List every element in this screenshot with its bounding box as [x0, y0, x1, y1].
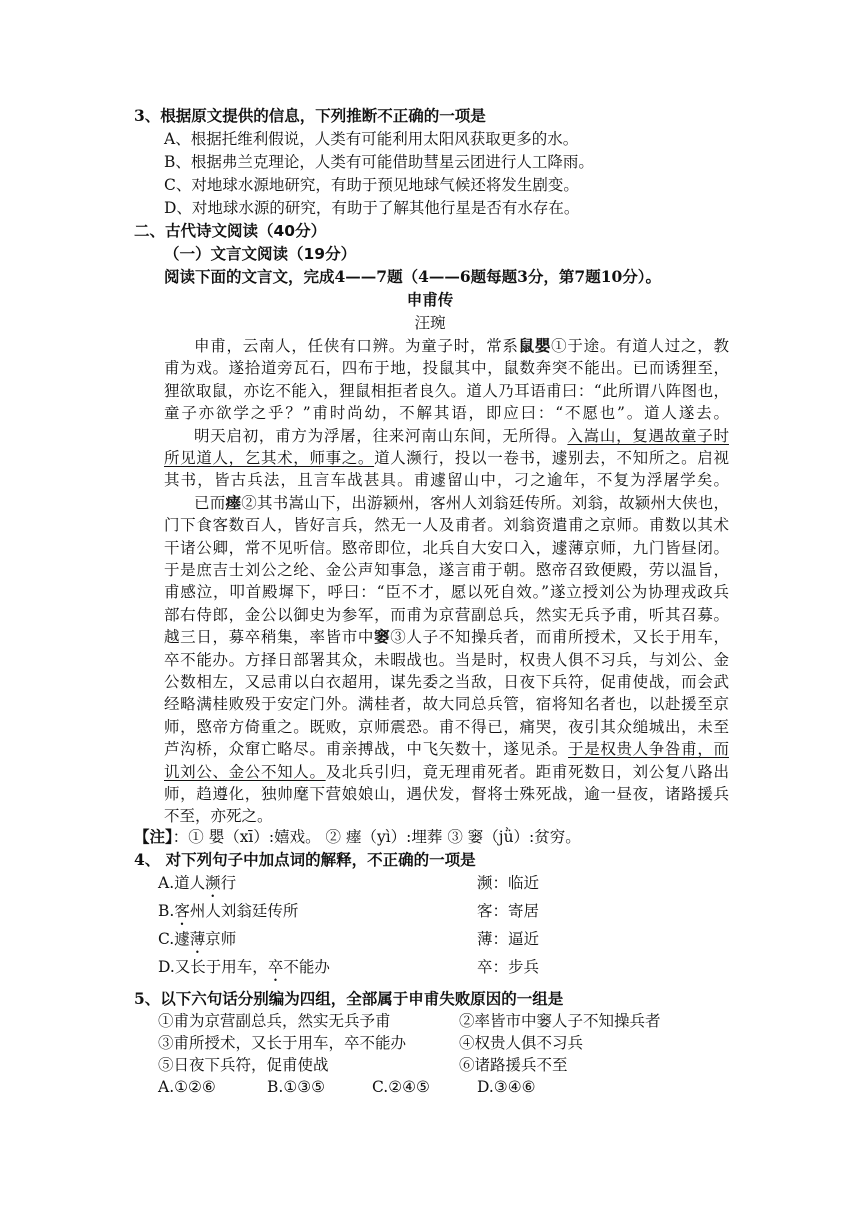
q4-definition: 客：寄居 — [477, 902, 540, 920]
item-text: A.道人 — [158, 874, 206, 892]
section-2-heading: 二、古代诗文阅读（40分） — [134, 222, 327, 240]
passage-line — [164, 380, 729, 402]
dotted-word: 濒 — [205, 874, 221, 892]
item-text: 行 — [220, 874, 237, 892]
passage-text: 甫为戏。遂拾道旁瓦石，四布于地，投鼠其中，鼠数奔突不能出。已而诱狸至， — [164, 359, 729, 378]
underlined-phrase: 所见道人，乞其术，师事之。 — [164, 449, 375, 467]
passage-text: 越三日，募卒稍集，率皆市中 — [164, 628, 375, 647]
passage-line — [164, 447, 729, 469]
q5-statement-5: ⑤日夜下兵符，促甫使战 — [158, 1056, 329, 1074]
q4-definition: 薄：逼近 — [477, 930, 540, 948]
item-text: 州人刘翁廷传所 — [189, 902, 299, 920]
passage-line — [164, 693, 729, 715]
passage-line — [164, 805, 729, 827]
passage-line — [164, 783, 729, 805]
passage-text: ③人子不知操兵者，而甫所授术，又长于用车， — [390, 628, 729, 647]
passage-line — [164, 559, 729, 581]
passage-text: 及北兵引归，竟无理甫死者。距甫死数日，刘公复八路出 — [325, 762, 729, 781]
passage-text: 狸欲取鼠，亦讫不能入，狸鼠相拒者良久。道人乃耳语甫曰：“此所谓八阵图也， — [164, 381, 729, 400]
subsection-heading: （一）文言文阅读（19分） — [164, 245, 357, 263]
q5-choice-a: A.①②⑥ — [158, 1078, 216, 1096]
q4-item — [158, 872, 236, 901]
passage-line — [164, 716, 729, 738]
passage-line — [164, 604, 729, 626]
passage-line — [194, 492, 729, 514]
glossed-word: 瘗 — [225, 492, 242, 512]
q3-option-c: C、对地球水源地研究，有助于预见地球气候还将发生剧变。 — [164, 176, 579, 194]
passage-line — [164, 649, 729, 671]
question-3-stem: 3、根据原文提供的信息，下列推断不正确的一项是 — [134, 106, 486, 125]
passage-text: 甫感泣，叩首殿墀下，呼曰：“臣不才，愿以死自效。”遂立授刘公为协理戎政兵 — [164, 583, 729, 602]
q4-item — [158, 956, 330, 985]
note-text: ：① 嬰（xī）:嬉戏。 ② 瘗（yì）:埋葬 ③ 窭（jǜ）:贫穷。 — [172, 828, 581, 846]
dotted-word: 卒 — [267, 958, 284, 976]
q3-option-a: A、根据托维利假说，人类有可能利用太阳风获取更多的水。 — [164, 130, 579, 148]
passage-line — [194, 425, 729, 447]
passage-text: 经略满桂败殁于安定门外。满桂者，故大同总兵管，宿将知名者也，以赴援至京 — [164, 695, 729, 714]
passage-author: 汪琬 — [414, 314, 446, 332]
underlined-phrase: 入嵩山，复遇故童子时 — [567, 426, 729, 445]
item-text: B. — [158, 902, 175, 920]
passage-text: 公数相左，又忌甫以白衣超用，谋先委之当敌，日夜下兵符，促甫使战，而会武 — [164, 673, 729, 691]
q5-statement-1: ①甫为京营副总兵，然实无兵予甫 — [158, 1012, 391, 1030]
q3-option-b: B、根据弗兰克理论，人类有可能借助彗星云团进行人工降雨。 — [164, 153, 594, 171]
note-label: 【注】 — [134, 827, 173, 846]
passage-text: 不至，亦死之。 — [164, 807, 273, 826]
passage-text: 道人濒行，投以一卷书，遽别去，不知所之。启视 — [374, 449, 729, 467]
passage-text: 于是庶吉士刘公之纶、金公声知事急，遂言甫于朝。愍帝召致便殿，劳以温旨， — [164, 561, 729, 579]
annotation-note — [134, 826, 581, 848]
passage-line — [164, 738, 729, 760]
passage-text: 师，趋遵化，独帅麾下营娘娘山，遇伏发，督将士殊死战，逾一昼夜，诸路援兵 — [164, 785, 729, 803]
underlined-phrase: 讥刘公、金公不知人。 — [164, 762, 326, 781]
passage-line — [164, 537, 729, 559]
passage-line — [194, 335, 729, 357]
q5-statement-2: ②率皆市中窭人子不知操兵者 — [459, 1012, 661, 1030]
passage-text: 部右侍郎，金公以御史为参军，而甫为京营副总兵，然实无兵予甫，听其召募。 — [164, 605, 729, 624]
passage-line — [164, 581, 729, 603]
passage-line — [164, 469, 729, 491]
passage-line — [164, 626, 729, 648]
passage-text: 其书，皆古兵法，且言车战甚具。甫遽留山中，刁之逾年，不复为浮屠学矣。 — [164, 471, 729, 490]
underlined-phrase: 于是权贵人争咎甫，而 — [568, 740, 729, 759]
q5-statement-4: ④权贵人俱不习兵 — [459, 1034, 584, 1052]
item-text: C.遽 — [158, 930, 190, 948]
passage-text: 申甫，云南人，任侠有口辨。为童子时，常系 — [194, 337, 519, 355]
q5-choice-c: C.②④⑤ — [372, 1078, 430, 1096]
passage-text: 芦沟桥，众窜亡略尽。甫亲搏战，中飞矢数十，遂见杀。 — [164, 740, 569, 759]
glossed-word: 鼠嬰 — [518, 336, 552, 355]
passage-line — [164, 761, 729, 783]
passage-line — [164, 402, 729, 424]
q4-definition: 卒：步兵 — [477, 958, 540, 976]
q5-statement-3: ③甫所授术，又长于用车，卒不能办 — [158, 1034, 407, 1052]
item-text: 不能办 — [283, 958, 330, 976]
dotted-word: 客 — [174, 902, 190, 920]
passage-text: 师，愍帝方倚重之。既败，京师震恐。甫不得已，痛哭，夜引其众缒城出，未至 — [164, 717, 729, 736]
passage-text: 门下食客数百人，皆好言兵，然无一人及甫者。刘翁资遣甫之京师。甫数以其术 — [164, 516, 729, 535]
dotted-word: 薄 — [189, 930, 206, 948]
passage-text: 已而 — [194, 493, 226, 512]
q5-statement-6: ⑥诸路援兵不至 — [459, 1056, 568, 1074]
passage-text: 明天启初，甫方为浮屠，往来河南山东间，无所得。 — [194, 426, 568, 445]
passage-line — [164, 514, 729, 536]
item-text: D.又长于用车， — [158, 958, 268, 976]
passage-text: ①于途。有道人过之，教 — [551, 337, 729, 355]
q3-option-d: D、对地球水源的研究，有助于了解其他行星是否有水存在。 — [164, 199, 580, 217]
passage-line — [164, 671, 729, 693]
passage-text: 童子亦欲学之乎？”甫时尚幼，不解其语，即应曰：“不愿也”。道人遂去。 — [164, 404, 729, 423]
question-5-stem: 5、以下六句话分别编为四组，全部属于申甫失败原因的一组是 — [134, 989, 564, 1008]
question-4-stem: 4、 对下列句子中加点词的解释，不正确的一项是 — [134, 850, 476, 869]
passage-text: 干诸公卿，常不见听信。愍帝即位，北兵自大安口入，遽薄京师，九门皆昼闭。 — [164, 538, 729, 557]
glossed-word: 窭 — [374, 627, 391, 647]
passage-line — [164, 357, 729, 379]
q4-definition: 濒：临近 — [477, 874, 540, 892]
q4-item — [158, 928, 236, 957]
passage-title: 申甫传 — [406, 290, 454, 309]
q5-choice-d: D.③④⑥ — [477, 1078, 536, 1096]
passage-text: 卒不能办。方择日部署其众，未暇战也。当是时，权贵人俱不习兵，与刘公、金 — [164, 650, 729, 669]
reading-instruction: 阅读下面的文言文，完成4——7题（4——6题每题3分，第7题10分）。 — [164, 267, 662, 286]
q5-choice-b: B.①③⑤ — [267, 1078, 326, 1096]
q4-item — [158, 900, 298, 929]
passage-text: ②其书嵩山下，出游颍州，客州人刘翁廷传所。刘翁，故颍州大侠也， — [241, 493, 729, 512]
item-text: 京师 — [205, 930, 237, 948]
